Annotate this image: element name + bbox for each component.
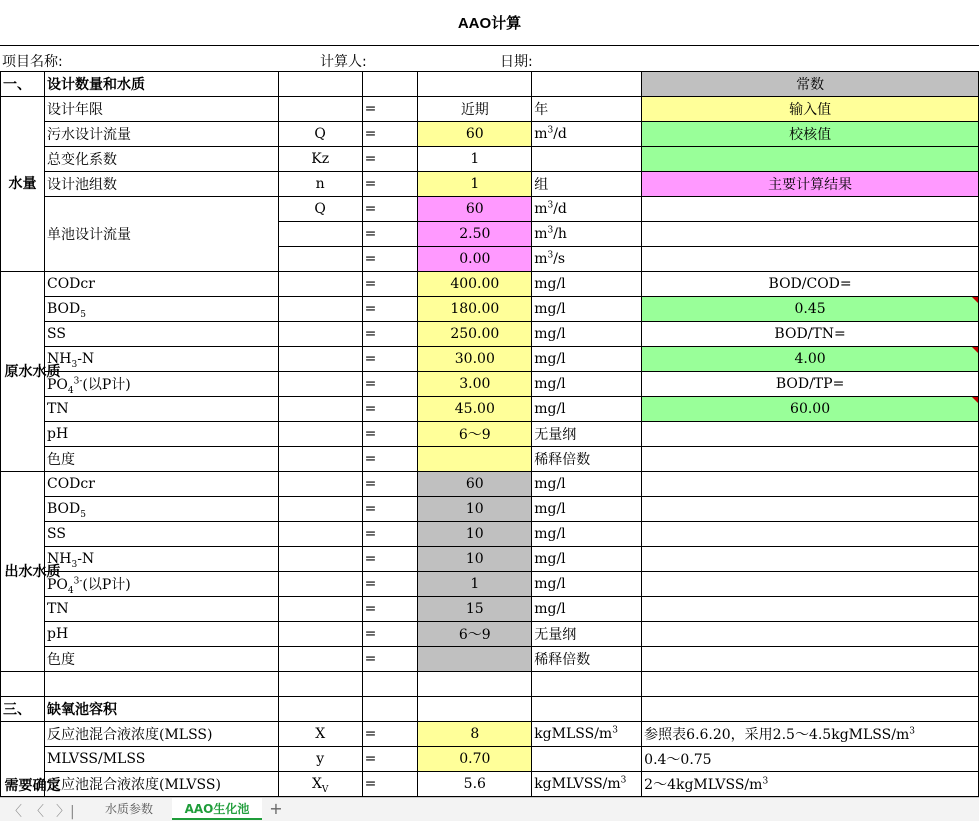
symbol-cell[interactable]: y — [278, 747, 362, 772]
unit-cell[interactable]: mg/l — [532, 272, 642, 297]
row-label[interactable]: 污水设计流量 — [44, 122, 278, 147]
equals-cell[interactable]: = — [362, 147, 418, 172]
group-confirm[interactable] — [1, 722, 61, 797]
cell[interactable] — [44, 672, 278, 697]
value-cell[interactable]: 6～9 — [418, 622, 532, 647]
note-cell[interactable] — [642, 722, 979, 747]
table-row — [1, 447, 979, 472]
cell[interactable] — [278, 447, 362, 472]
value-cell[interactable]: 45.00 — [418, 397, 532, 422]
equals-cell[interactable]: = — [362, 522, 418, 547]
label-sub: 3 — [71, 359, 78, 370]
equals-cell[interactable]: = — [362, 172, 418, 197]
equals-cell[interactable]: = — [362, 497, 418, 522]
unit-cell[interactable]: mg/l — [532, 497, 642, 522]
row-label[interactable]: CODcr — [44, 472, 278, 497]
unit-text: /h — [553, 226, 567, 242]
equals-cell[interactable]: = — [362, 747, 418, 772]
cell[interactable] — [278, 647, 362, 672]
unit-sup: 3 — [612, 725, 618, 736]
project-name-label: 项目名称: — [2, 54, 63, 70]
value-cell[interactable]: 400.00 — [418, 272, 532, 297]
symbol-text: X — [311, 776, 322, 792]
legend-check[interactable]: 校核值 — [642, 122, 979, 147]
row-label[interactable] — [44, 347, 278, 372]
equals-cell[interactable]: = — [362, 397, 418, 422]
group-label: 需要确定 — [4, 778, 61, 794]
table-row — [1, 372, 979, 397]
row-label[interactable]: 反应池混合液浓度(MLVSS) — [44, 772, 278, 797]
row-label[interactable]: pH — [44, 422, 278, 447]
table-row — [1, 472, 979, 497]
value-cell[interactable]: 6～9 — [418, 422, 532, 447]
label-text: BOD — [46, 501, 81, 517]
cell[interactable] — [278, 697, 362, 722]
label-text: PO — [46, 577, 68, 593]
cell[interactable] — [642, 672, 979, 697]
cell[interactable] — [278, 422, 362, 447]
unit-cell[interactable]: mg/l — [532, 372, 642, 397]
row-label[interactable]: TN — [44, 597, 278, 622]
group-label: 出水水质 — [4, 563, 61, 580]
value-cell[interactable]: 250.00 — [418, 322, 532, 347]
ratio-value[interactable]: 60.00 — [642, 397, 979, 422]
label-text: PO — [46, 377, 68, 393]
value-cell[interactable]: 3.00 — [418, 372, 532, 397]
sheet-tab-bar — [0, 797, 979, 821]
row-label[interactable]: 反应池混合液浓度(MLSS) — [44, 722, 278, 747]
symbol-sub: V — [321, 784, 329, 795]
equals-cell[interactable]: = — [362, 222, 418, 247]
row-label[interactable]: 单池设计流量 — [44, 197, 278, 272]
cell[interactable] — [418, 72, 532, 97]
value-cell[interactable]: 10 — [418, 522, 532, 547]
unit-cell[interactable] — [532, 722, 642, 747]
unit-cell[interactable]: 稀释倍数 — [532, 647, 642, 672]
label-sub: 5 — [80, 309, 86, 320]
next-sheet-icon[interactable]: 〉 — [30, 804, 44, 820]
label-sub: 4 — [67, 585, 74, 596]
unit-cell[interactable]: mg/l — [532, 397, 642, 422]
unit-cell[interactable] — [532, 772, 642, 797]
equals-cell[interactable]: = — [362, 97, 418, 122]
group-water-volume[interactable]: 水量 — [1, 97, 45, 272]
cell[interactable] — [278, 222, 362, 247]
table-row — [1, 397, 979, 422]
row-label[interactable] — [44, 547, 278, 572]
cell[interactable] — [642, 547, 979, 572]
sheet-title: AAO计算 — [0, 0, 979, 46]
equals-cell[interactable]: = — [362, 322, 418, 347]
table-row — [1, 697, 979, 722]
cell[interactable] — [642, 572, 979, 597]
symbol-cell[interactable]: Q — [278, 122, 362, 147]
unit-cell[interactable]: 稀释倍数 — [532, 447, 642, 472]
cell[interactable] — [1, 672, 45, 697]
unit-cell[interactable]: mg/l — [532, 322, 642, 347]
row-label[interactable]: pH — [44, 622, 278, 647]
note-text: 2～4kgMLVSS/m — [644, 777, 763, 793]
table-row — [1, 322, 979, 347]
equals-cell[interactable]: = — [362, 372, 418, 397]
cell[interactable] — [278, 522, 362, 547]
table-row — [1, 272, 979, 297]
table-row — [1, 572, 979, 597]
first-sheet-icon[interactable]: 〈 — [8, 804, 22, 820]
symbol-cell[interactable] — [278, 772, 362, 797]
table-row — [1, 297, 979, 322]
value-cell[interactable]: 180.00 — [418, 297, 532, 322]
ratio-label[interactable]: BOD/TP= — [642, 372, 979, 397]
value-cell[interactable] — [418, 447, 532, 472]
cell[interactable] — [278, 547, 362, 572]
value-cell[interactable]: 10 — [418, 547, 532, 572]
row-label[interactable]: 设计年限 — [44, 97, 278, 122]
cell[interactable] — [642, 447, 979, 472]
table-row — [1, 547, 979, 572]
cell[interactable] — [532, 747, 642, 772]
equals-cell[interactable]: = — [362, 722, 418, 747]
last-sheet-icon[interactable]: 〉| — [56, 804, 75, 820]
row-label[interactable] — [44, 572, 278, 597]
unit-cell[interactable]: mg/l — [532, 297, 642, 322]
table-row — [1, 147, 979, 172]
add-sheet-icon[interactable]: + — [269, 799, 283, 818]
section-title[interactable]: 设计数量和水质 — [44, 72, 278, 97]
cell[interactable] — [278, 72, 362, 97]
table-row — [1, 172, 979, 197]
unit-sup: 3 — [547, 200, 554, 211]
equals-cell[interactable]: = — [362, 447, 418, 472]
label-sup: 3- — [73, 576, 83, 587]
value-cell[interactable]: 5.6 — [418, 772, 532, 797]
row-label[interactable]: CODcr — [44, 272, 278, 297]
row-label[interactable]: SS — [44, 522, 278, 547]
row-label[interactable] — [44, 372, 278, 397]
table-row — [1, 347, 979, 372]
cell[interactable] — [278, 272, 362, 297]
cell[interactable] — [278, 597, 362, 622]
legend-constant[interactable]: 常数 — [642, 72, 979, 97]
label-text: (以P计) — [82, 377, 131, 393]
cell[interactable] — [278, 497, 362, 522]
table-row — [1, 597, 979, 622]
unit-cell[interactable]: mg/l — [532, 572, 642, 597]
cell[interactable] — [278, 347, 362, 372]
cell[interactable] — [532, 697, 642, 722]
cell[interactable] — [278, 322, 362, 347]
cell[interactable] — [418, 672, 532, 697]
equals-cell[interactable]: = — [362, 597, 418, 622]
table-row — [1, 772, 979, 797]
value-cell[interactable]: 60 — [418, 472, 532, 497]
equals-cell[interactable]: = — [362, 472, 418, 497]
unit-cell[interactable]: mg/l — [532, 347, 642, 372]
symbol-cell[interactable]: n — [278, 172, 362, 197]
unit-text: m — [534, 126, 548, 142]
equals-cell[interactable]: = — [362, 647, 418, 672]
unit-cell[interactable]: 无量纲 — [532, 422, 642, 447]
ratio-value[interactable]: 0.45 — [642, 297, 979, 322]
table-row — [1, 647, 979, 672]
unit-cell[interactable]: mg/l — [532, 522, 642, 547]
equals-cell[interactable]: = — [362, 422, 418, 447]
table-row — [1, 747, 979, 772]
legend-check-swatch[interactable] — [642, 147, 979, 172]
cell[interactable] — [642, 622, 979, 647]
note-cell[interactable] — [642, 772, 979, 797]
cell[interactable] — [642, 522, 979, 547]
row-label[interactable]: 设计池组数 — [44, 172, 278, 197]
row-label[interactable]: TN — [44, 397, 278, 422]
group-label: 原水水质 — [4, 363, 61, 380]
cell[interactable] — [278, 622, 362, 647]
label-text: -N — [77, 351, 95, 367]
label-sub: 3 — [71, 559, 78, 570]
cell[interactable] — [278, 97, 362, 122]
cell[interactable] — [362, 672, 418, 697]
value-cell[interactable]: 1 — [418, 172, 532, 197]
unit-sup: 3 — [547, 250, 554, 261]
equals-cell[interactable]: = — [362, 622, 418, 647]
cell[interactable] — [278, 572, 362, 597]
unit-text: kgMLVSS/m — [534, 776, 621, 792]
legend-input[interactable]: 输入值 — [642, 97, 979, 122]
row-label[interactable]: 总变化系数 — [44, 147, 278, 172]
table-row — [1, 197, 979, 222]
label-sub: 5 — [80, 509, 86, 520]
label-text: BOD — [46, 301, 81, 317]
ratio-value[interactable]: 4.00 — [642, 347, 979, 372]
cell[interactable] — [278, 297, 362, 322]
row-label[interactable]: 色度 — [44, 647, 278, 672]
label-text: (以P计) — [82, 577, 131, 593]
section-number[interactable]: 一、 — [1, 72, 45, 97]
unit-text: m — [534, 226, 548, 242]
table-row — [1, 497, 979, 522]
unit-text: kgMLSS/m — [534, 726, 613, 742]
row-label[interactable]: SS — [44, 322, 278, 347]
row-label[interactable] — [44, 497, 278, 522]
equals-cell[interactable]: = — [362, 122, 418, 147]
calc-grid — [0, 71, 979, 797]
unit-cell[interactable] — [532, 247, 642, 272]
table-row — [1, 72, 979, 97]
value-cell[interactable]: 近期 — [418, 97, 532, 122]
symbol-cell[interactable]: Kz — [278, 147, 362, 172]
section-title[interactable]: 缺氧池容积 — [44, 697, 278, 722]
ratio-label[interactable]: BOD/COD= — [642, 272, 979, 297]
label-text: NH — [46, 551, 72, 567]
cell[interactable] — [642, 472, 979, 497]
row-label[interactable]: 色度 — [44, 447, 278, 472]
equals-cell[interactable]: = — [362, 547, 418, 572]
table-row — [1, 672, 979, 697]
cell[interactable] — [362, 72, 418, 97]
unit-cell[interactable] — [532, 197, 642, 222]
equals-cell[interactable]: = — [362, 772, 418, 797]
unit-text: /d — [553, 126, 567, 142]
cell[interactable] — [278, 672, 362, 697]
cell[interactable] — [642, 222, 979, 247]
equals-cell[interactable]: = — [362, 347, 418, 372]
tab-water-quality-params[interactable]: 水质参数 — [104, 802, 153, 816]
row-label[interactable] — [44, 297, 278, 322]
value-cell[interactable]: 8 — [418, 722, 532, 747]
note-sup: 3 — [762, 776, 769, 787]
equals-cell[interactable]: = — [362, 297, 418, 322]
unit-text: /s — [553, 251, 566, 267]
label-sub: 4 — [67, 385, 74, 396]
cell[interactable] — [278, 472, 362, 497]
table-row — [1, 522, 979, 547]
value-cell[interactable]: 60 — [418, 122, 532, 147]
unit-cell[interactable]: mg/l — [532, 547, 642, 572]
cell[interactable] — [278, 247, 362, 272]
unit-text: m — [534, 251, 548, 267]
unit-cell[interactable]: 组 — [532, 172, 642, 197]
ratio-label[interactable]: BOD/TN= — [642, 322, 979, 347]
unit-sup: 3 — [620, 775, 627, 786]
cell[interactable] — [642, 247, 979, 272]
calculator-label: 计算人: — [320, 54, 367, 70]
unit-cell[interactable]: 无量纲 — [532, 622, 642, 647]
value-cell[interactable]: 60 — [418, 197, 532, 222]
cell[interactable] — [642, 697, 979, 722]
cell[interactable] — [642, 497, 979, 522]
section-number[interactable]: 三、 — [1, 697, 45, 722]
label-text: NH — [46, 351, 72, 367]
equals-cell[interactable]: = — [362, 197, 418, 222]
unit-sup: 3 — [547, 125, 554, 136]
cell[interactable] — [278, 397, 362, 422]
cell[interactable] — [532, 672, 642, 697]
cell[interactable] — [362, 697, 418, 722]
unit-sup: 3 — [547, 225, 554, 236]
value-cell[interactable]: 15 — [418, 597, 532, 622]
note-sup: 3 — [909, 726, 915, 737]
symbol-cell[interactable]: Q — [278, 197, 362, 222]
unit-cell[interactable] — [532, 122, 642, 147]
equals-cell[interactable]: = — [362, 272, 418, 297]
equals-cell[interactable]: = — [362, 247, 418, 272]
table-row — [1, 97, 979, 122]
table-row — [1, 422, 979, 447]
value-cell[interactable]: 1 — [418, 147, 532, 172]
cell[interactable] — [642, 197, 979, 222]
table-row — [1, 122, 979, 147]
table-row — [1, 722, 979, 747]
label-text: -N — [77, 551, 95, 567]
value-cell[interactable]: 2.50 — [418, 222, 532, 247]
cell[interactable] — [418, 697, 532, 722]
tab-aao-biochemical-pool[interactable]: AAO生化池 — [172, 798, 262, 820]
value-cell[interactable] — [418, 647, 532, 672]
unit-cell[interactable] — [532, 222, 642, 247]
cell[interactable] — [532, 72, 642, 97]
value-cell[interactable]: 10 — [418, 497, 532, 522]
cell[interactable] — [642, 597, 979, 622]
value-cell[interactable]: 1 — [418, 572, 532, 597]
row-label[interactable]: MLVSS/MLSS — [44, 747, 278, 772]
cell[interactable] — [642, 422, 979, 447]
date-label: 日期: — [500, 54, 533, 70]
label-sup: 3- — [73, 376, 83, 387]
unit-cell[interactable]: mg/l — [532, 597, 642, 622]
value-cell[interactable]: 30.00 — [418, 347, 532, 372]
symbol-cell[interactable]: X — [278, 722, 362, 747]
cell[interactable] — [278, 372, 362, 397]
legend-result[interactable]: 主要计算结果 — [642, 172, 979, 197]
unit-text: /d — [553, 201, 567, 217]
unit-cell[interactable]: mg/l — [532, 472, 642, 497]
note-cell[interactable]: 0.4～0.75 — [642, 747, 979, 772]
cell[interactable] — [642, 647, 979, 672]
unit-cell[interactable]: 年 — [532, 97, 642, 122]
value-cell[interactable]: 0.00 — [418, 247, 532, 272]
equals-cell[interactable]: = — [362, 572, 418, 597]
note-text: 参照表6.6.20，采用2.5～4.5kgMLSS/m — [644, 727, 910, 743]
cell[interactable] — [532, 147, 642, 172]
unit-text: m — [534, 201, 548, 217]
table-row — [1, 622, 979, 647]
value-cell[interactable]: 0.70 — [418, 747, 532, 772]
